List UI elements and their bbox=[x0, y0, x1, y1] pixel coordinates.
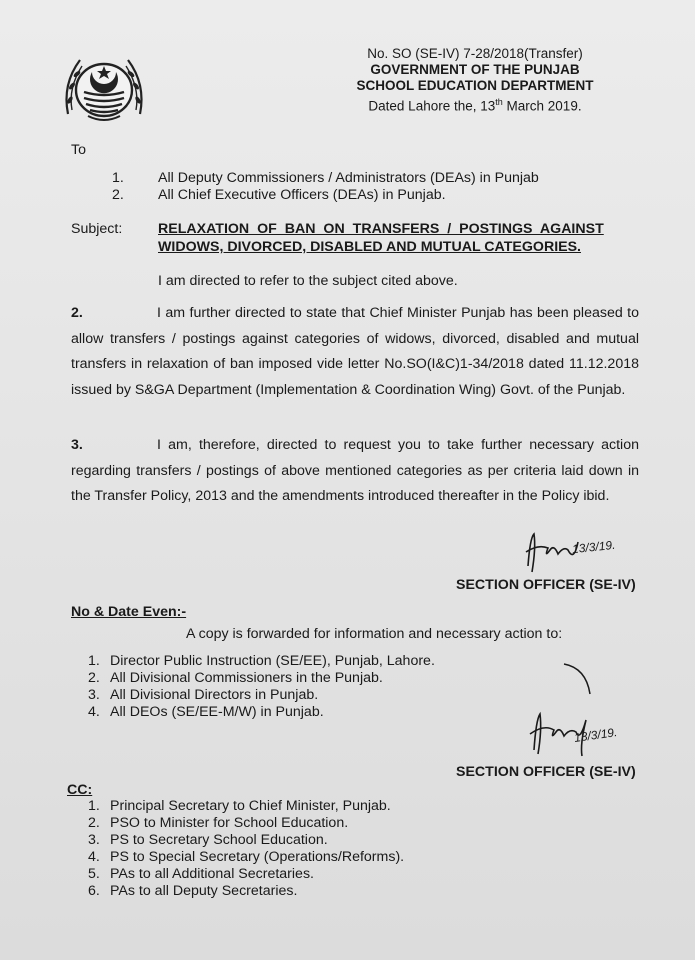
list-item: 2. PSO to Minister for School Education. bbox=[88, 815, 349, 831]
signature-2-date: 13/3/19. bbox=[573, 725, 619, 745]
signature-2-mark bbox=[520, 660, 640, 760]
list-item: 6. PAs to all Deputy Secretaries. bbox=[88, 883, 298, 899]
reference-number: No. SO (SE-IV) 7-28/2018(Transfer) bbox=[367, 46, 583, 61]
signature-1-title: SECTION OFFICER (SE-IV) bbox=[456, 577, 636, 593]
list-item: 4. All DEOs (SE/EE-M/W) in Punjab. bbox=[88, 704, 324, 720]
letter-date: Dated Lahore the, 13th March 2019. bbox=[368, 97, 582, 114]
cc-list bbox=[88, 798, 404, 900]
copy-forward-list bbox=[88, 653, 435, 721]
cc-label: CC: bbox=[67, 782, 93, 798]
list-item: 1. All Deputy Commissioners / Administrators (DEAs) in Punjab bbox=[112, 170, 539, 186]
subject-line-1: RELAXATION OF BAN ON TRANSFERS / POSTINGS AGAINST bbox=[158, 221, 604, 237]
list-item: 5. PAs to all Additional Secretaries. bbox=[88, 866, 314, 882]
punjab-emblem-icon bbox=[58, 44, 150, 126]
list-item: 1. Principal Secretary to Chief Minister, Punjab. bbox=[88, 798, 391, 814]
recipient-list bbox=[112, 170, 539, 204]
subject-label: Subject: bbox=[71, 221, 123, 237]
subject-line-2: WIDOWS, DIVORCED, DISABLED AND MUTUAL CATEGORIES. bbox=[158, 239, 581, 255]
paragraph-3: 3. I am, therefore, directed to request you to take further necessary action regarding transfers / postings of above mentioned categories as per criteria laid down in the Transfer Policy, 2013 and the amendments introduced thereafter in the Policy ibid. bbox=[71, 437, 639, 504]
list-item: 3. PS to Secretary School Education. bbox=[88, 832, 328, 848]
signature-2-title: SECTION OFFICER (SE-IV) bbox=[456, 764, 636, 780]
letter-header bbox=[330, 46, 620, 115]
to-label: To bbox=[71, 142, 86, 158]
list-item: 4. PS to Special Secretary (Operations/Reforms). bbox=[88, 849, 405, 865]
paragraph-2: 2. I am further directed to state that Chief Minister Punjab has been pleased to allow transfers / postings against categories of widows, divorced, disabled and mutual transfers in relaxation of ban imposed vide letter No.SO(I&C)1-34/2018 dated 11.12.2018 issued by S&GA Department (Implementation & Coordination Wing) Govt. of the Punjab. bbox=[71, 305, 639, 398]
list-item: 3. All Divisional Directors in Punjab. bbox=[88, 687, 319, 703]
list-item: 1. Director Public Instruction (SE/EE), Punjab, Lahore. bbox=[88, 653, 435, 669]
department-name: SCHOOL EDUCATION DEPARTMENT bbox=[356, 78, 594, 93]
intro-paragraph: I am directed to refer to the subject cited above. bbox=[158, 273, 458, 289]
no-date-even-label: No & Date Even:- bbox=[71, 604, 187, 620]
list-item: 2. All Chief Executive Officers (DEAs) in Punjab. bbox=[112, 187, 446, 203]
copy-forwarded-intro: A copy is forwarded for information and necessary action to: bbox=[186, 626, 563, 642]
list-item: 2. All Divisional Commissioners in the Punjab. bbox=[88, 670, 383, 686]
government-name: GOVERNMENT OF THE PUNJAB bbox=[370, 62, 580, 77]
signature-1-date: 13/3/19. bbox=[571, 537, 616, 557]
